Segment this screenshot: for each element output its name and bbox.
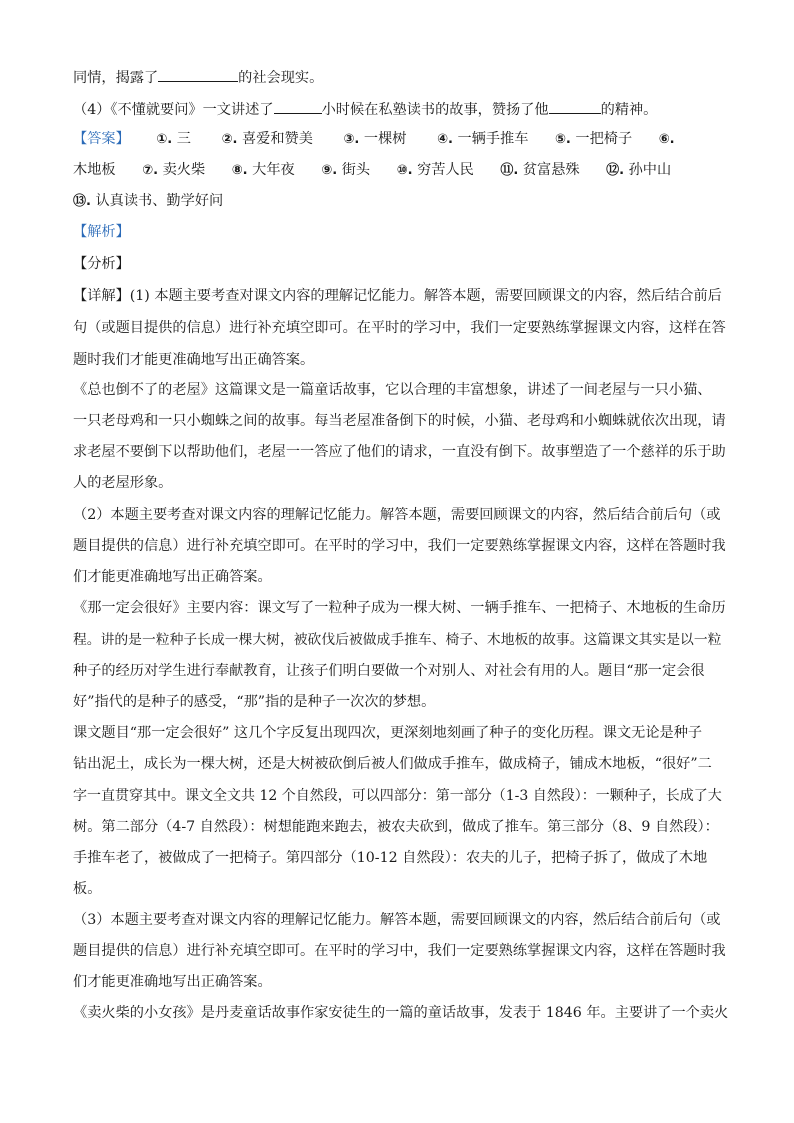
body-line: 字一直贯穿其中。课文全文共 12 个自然段，可以四部分：第一部分（1-3 自然段）：一颗种子，长成了大 — [73, 788, 722, 804]
answer-text: 一把椅子 — [575, 131, 633, 147]
text-segment: 小时候在私塾读书的故事，赞扬了他 — [321, 102, 549, 118]
answer-item — [343, 129, 406, 150]
answer-item — [437, 129, 528, 150]
answer-number: ⑩. — [396, 163, 413, 178]
answer-item — [659, 129, 675, 150]
answer-number: ⑦. — [142, 163, 159, 178]
body-line: （3）本题主要考查对课文内容的理解记忆能力。解答本题，需要回顾课文的内容，然后结合前后句（或 — [73, 912, 721, 928]
answer-number: ⑤. — [554, 132, 571, 147]
text-segment: 的精神。 — [600, 102, 658, 118]
question-4-line — [73, 98, 723, 118]
text-segment: 的社会现实。 — [238, 70, 324, 86]
answer-text: 穷苦人民 — [417, 162, 474, 178]
fill-blank — [158, 66, 238, 82]
fenxi-tag-line — [73, 254, 723, 274]
answer-text: 贫富悬殊 — [522, 162, 580, 178]
answer-text: 街头 — [341, 162, 371, 178]
text-segment: （4）《不懂就要问》一文讲述了 — [73, 102, 274, 118]
body-line: 句（或题目提供的信息）进行补充填空即可。在平时的学习中，我们一定要熟练掌握课文内容，这样在答 — [73, 320, 726, 336]
body-line: （2）本题主要考查对课文内容的理解记忆能力。解答本题，需要回顾课文的内容，然后结合前后句（或 — [73, 507, 721, 523]
answer-text: 认真读书、勤学好问 — [95, 193, 224, 209]
body-line: 【详解】(1) 本题主要考查对课文内容的理解记忆能力。解答本题，需要回顾课文的内容，然后结合前后 — [73, 288, 722, 304]
answer-number: ⑧. — [231, 163, 248, 178]
answer-item — [73, 191, 223, 212]
answer-text: 大年夜 — [252, 162, 295, 178]
body-line: 手推车老了，被做成了一把椅子。第四部分（10-12 自然段）：农夫的儿子，把椅子拆了，做成了木地 — [73, 850, 708, 866]
body-line: 板。 — [73, 881, 102, 897]
answer-item — [321, 160, 370, 181]
body-line: 种子的经历对学生进行奉献教育，让孩子们明白要做一个对别人、对社会有用的人。题目“那一定会很 — [73, 663, 705, 679]
answer-tag: 【答案】 — [73, 131, 130, 147]
body-line: 钻出泥土，成长为一棵大树，还是大树被砍倒后被人们做成手推车，做成椅子，铺成木地板，“很好”二 — [73, 756, 712, 772]
fill-blank — [549, 98, 601, 114]
body-line: 树。第二部分（4-7 自然段）：树想能跑来跑去，被农夫砍到，做成了推车。第三部分（8、9 自然段）： — [73, 819, 719, 835]
answer-item — [156, 129, 191, 150]
answer-number: ②. — [221, 132, 238, 147]
answer-text: 木地板 — [73, 162, 116, 178]
answer-number: ④. — [436, 132, 453, 147]
text-segment: 同情，揭露了 — [73, 70, 159, 86]
answer-number: ⑫. — [606, 163, 625, 178]
answer-line-2 — [73, 160, 723, 180]
body-line: 《卖火柴的小女孩》是丹麦童话故事作家安徒生的一篇的童话故事，发表于 1846 年。主要讲了一个卖火 — [73, 1005, 729, 1021]
answer-text: 卖火柴 — [162, 162, 206, 178]
body-line: 题目提供的信息）进行补充填空即可。在平时的学习中，我们一定要熟练掌握课文内容，这样在答题时我 — [73, 538, 726, 554]
answer-number: ⑨. — [321, 163, 338, 178]
answer-item — [606, 160, 671, 181]
answer-text: 一辆手推车 — [457, 131, 529, 147]
answer-item — [555, 129, 632, 150]
answer-number: ⑬. — [73, 194, 91, 209]
body-line: 们才能更准确地写出正确答案。 — [73, 974, 272, 990]
body-line: 一只老母鸡和一只小蜘蛛之间的故事。每当老屋准备倒下的时候，小猫、老母鸡和小蜘蛛就依次出现，请 — [73, 413, 726, 429]
answer-item — [232, 160, 295, 181]
answer-item — [397, 160, 474, 181]
analysis-tag-line — [73, 222, 723, 242]
answer-item — [142, 160, 205, 181]
answer-item — [221, 129, 312, 150]
answer-line-1 — [73, 129, 723, 149]
answer-text: 喜爱和赞美 — [241, 131, 313, 147]
body-line: 们才能更准确地写出正确答案。 — [73, 569, 272, 585]
answer-number: ①. — [156, 132, 173, 147]
answer-number: ⑪. — [500, 163, 519, 178]
body-line: 程。讲的是一粒种子长成一棵大树，被砍伐后被做成手推车、椅子、木地板的故事。这篇课文其实是以一粒 — [73, 632, 722, 648]
fenxi-tag: 【分析】 — [73, 256, 130, 272]
body-line: 求老屋不要倒下以帮助他们，老屋一一答应了他们的请求，一直没有倒下。故事塑造了一个慈祥的乐于助 — [73, 444, 726, 460]
answer-text: 三 — [176, 131, 191, 147]
answer-text: 孙中山 — [628, 162, 672, 178]
body-line: 《总也倒不了的老屋》这篇课文是一篇童话故事，它以合理的丰富想象，讲述了一间老屋与一只小猫、 — [73, 382, 712, 398]
body-line: 课文题目“那一定会很好” 这几个字反复出现四次，更深刻地刻画了种子的变化历程。课文无论是种子 — [73, 725, 703, 741]
body-line: 人的老屋形象。 — [73, 475, 173, 491]
body-line: 题时我们才能更准确地写出正确答案。 — [73, 352, 315, 368]
answer-number: ③. — [343, 132, 360, 147]
fill-blank — [274, 98, 322, 114]
body-line: 好”指代的是种子的感受，“那”指的是种子一次次的梦想。 — [73, 694, 436, 710]
answer-item — [500, 160, 579, 181]
body-line: 题目提供的信息）进行补充填空即可。在平时的学习中，我们一定要熟练掌握课文内容，这样在答题时我 — [73, 943, 726, 959]
analysis-tag: 【解析】 — [73, 224, 130, 240]
fill-line-1 — [73, 66, 723, 86]
answer-line-3 — [73, 191, 723, 211]
answer-text: 一棵树 — [363, 131, 407, 147]
body-line: 《那一定会很好》主要内容：课文写了一粒种子成为一棵大树、一辆手推车、一把椅子、木地板的生命历 — [73, 600, 726, 616]
answer-number: ⑥. — [658, 132, 675, 147]
